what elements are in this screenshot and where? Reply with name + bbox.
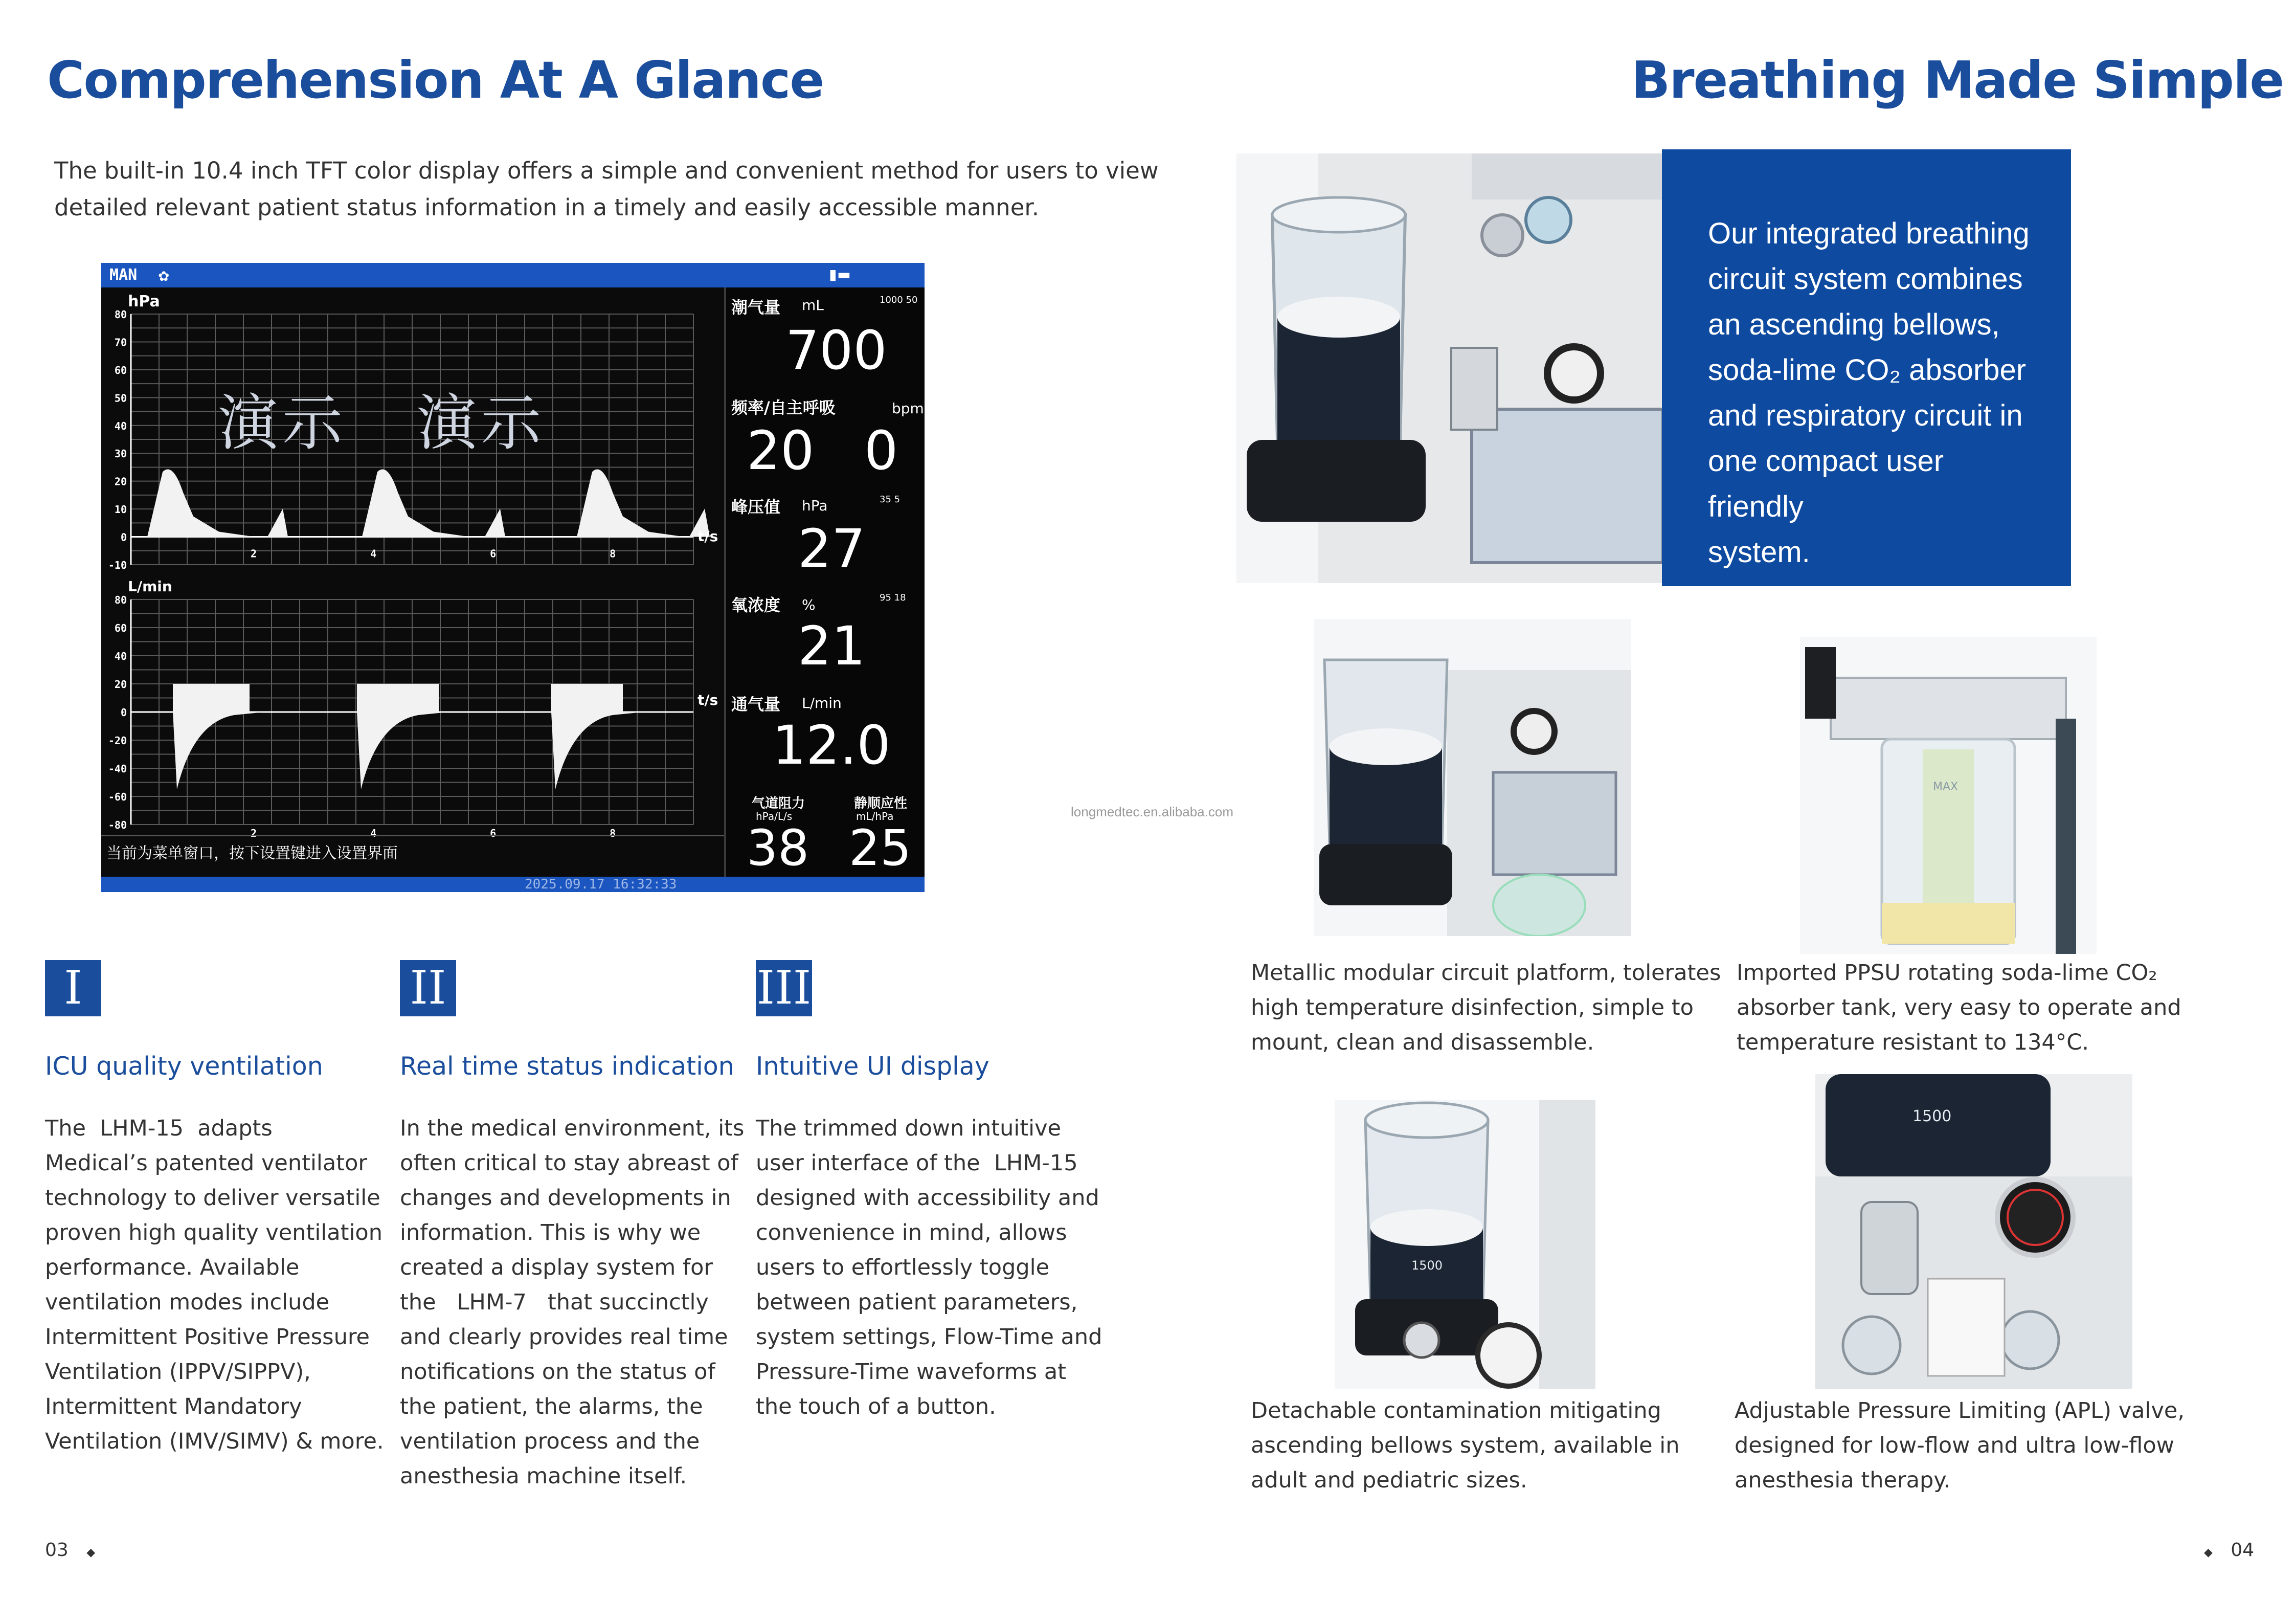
- intro-line: The built-in 10.4 inch TFT color display offers a simple and convenient method for users to view: [54, 157, 1159, 184]
- compliance-value: 25: [849, 819, 912, 877]
- absorber-tank-illustration: [1800, 637, 2097, 954]
- right-page-heading: Breathing Made Simple: [1631, 50, 2284, 110]
- compliance-label: 静顺应性: [854, 796, 908, 811]
- feature-line: ventilation modes include: [45, 1289, 330, 1315]
- time-axis-label: t/s: [697, 528, 718, 545]
- feature-line: ventilation process and the: [400, 1429, 700, 1454]
- resistance-unit: hPa/L/s: [756, 810, 793, 822]
- feature-line: often critical to stay abreast of: [400, 1150, 738, 1176]
- feature-title-ui: Intuitive UI display: [756, 1052, 989, 1081]
- box-line: soda-lime CO₂ absorber: [1708, 353, 2027, 387]
- left-page-heading: Comprehension At A Glance: [47, 50, 824, 110]
- feature-line: user interface of the LHM-15: [756, 1150, 1078, 1176]
- apl-valve-illustration: [1815, 1074, 2132, 1389]
- feature-line: the LHM-7 that succinctly: [400, 1289, 709, 1315]
- metallic-platform-illustration: [1314, 619, 1631, 936]
- apl-volume-label: 1500: [1912, 1107, 1952, 1125]
- page-number-left: [45, 1540, 95, 1561]
- pressure-waveform-breath: [147, 470, 255, 537]
- feature-line: the touch of a button.: [756, 1394, 996, 1419]
- box-line: and respiratory circuit in: [1708, 399, 2023, 432]
- peak-pressure-value: 27: [798, 518, 866, 580]
- caption-line: Imported PPSU rotating soda-lime CO₂: [1737, 960, 2157, 986]
- metallic-platform-photo: [1314, 619, 1631, 936]
- caption-line: designed for low-flow and ultra low-flow: [1735, 1433, 2174, 1458]
- flow-waveform-inspiration: [357, 684, 439, 712]
- caption-line: Metallic modular circuit platform, tolerates: [1251, 960, 1721, 986]
- time-tick-label: 4: [370, 827, 377, 839]
- caption-absorber-tank: [1737, 955, 2227, 1060]
- time-tick-label: 4: [370, 547, 377, 560]
- numeral-badge-2: II: [400, 960, 456, 1016]
- flow-waveform-inspiration: [173, 684, 250, 712]
- time-axis-label: t/s: [697, 692, 718, 708]
- caption-line: ascending bellows system, available in: [1251, 1433, 1680, 1458]
- feature-line: technology to deliver versatile: [45, 1185, 380, 1211]
- feature-title-icu: ICU quality ventilation: [45, 1052, 323, 1081]
- flow-waveform-expiration: [357, 712, 449, 789]
- feature-line: The trimmed down intuitive: [756, 1116, 1061, 1141]
- feature-body-ui: [756, 1111, 1124, 1424]
- monitor-bottom-bar: [101, 877, 925, 892]
- rate-value: 20: [747, 419, 815, 482]
- feature-line: performance. Available: [45, 1255, 300, 1280]
- rate-label: 频率/自主呼吸: [731, 398, 836, 417]
- feature-title-status: Real time status indication: [400, 1052, 734, 1081]
- tidal-volume-unit: mL: [802, 297, 824, 314]
- time-tick-label: 8: [610, 827, 616, 839]
- pressure-grid-tick-label: 40: [114, 419, 127, 432]
- time-tick-label: 2: [251, 547, 257, 560]
- monitor-top-bar: [101, 263, 925, 287]
- battery-icon: ▮▬: [827, 264, 850, 285]
- pressure-grid-tick-label: 60: [114, 364, 127, 376]
- pressure-grid-tick-label: 50: [114, 392, 127, 405]
- minute-volume-unit: L/min: [802, 695, 842, 711]
- pressure-grid-tick-label: 30: [114, 448, 127, 460]
- minute-volume-label: 通气量: [731, 695, 781, 714]
- pressure-unit: hPa: [128, 293, 160, 310]
- pressure-waveform-breath: [577, 470, 684, 537]
- feature-line: changes and developments in: [400, 1185, 731, 1211]
- absorber-tank-photo: [1800, 637, 2097, 954]
- pressure-grid-tick-label: -10: [108, 559, 127, 571]
- feature-body-icu: [45, 1111, 393, 1459]
- peak-pressure-label: 峰压值: [731, 497, 781, 517]
- feature-line: Pressure-Time waveforms at: [756, 1359, 1067, 1385]
- flow-grid-tick-label: 60: [114, 622, 127, 634]
- mode-indicator: MAN: [109, 266, 138, 284]
- breathing-system-illustration: [1236, 153, 1663, 583]
- pressure-waveform-breath: [362, 470, 469, 537]
- oxygen-value: 21: [798, 615, 866, 677]
- caption-line: temperature resistant to 134°C.: [1737, 1030, 2089, 1055]
- caption-line: anesthesia therapy.: [1735, 1467, 1951, 1493]
- flow-grid-tick-label: 40: [114, 650, 127, 662]
- time-tick-label: 6: [490, 547, 497, 560]
- pressure-grid-tick-label: 80: [114, 308, 127, 321]
- pressure-grid-tick-label: 70: [114, 336, 127, 349]
- caption-metallic-platform: [1251, 955, 1742, 1060]
- tidal-volume-label: 潮气量: [731, 298, 781, 317]
- time-tick-label: 2: [251, 827, 257, 839]
- feature-line: created a display system for: [400, 1255, 713, 1280]
- feature-line: Intermittent Positive Pressure: [45, 1324, 370, 1350]
- oxygen-unit: %: [802, 596, 816, 613]
- pressure-grid-tick-label: 10: [114, 503, 127, 516]
- ventilator-monitor-display: [101, 263, 925, 892]
- watermark: longmedtec.en.alibaba.com: [1071, 804, 1233, 819]
- box-line: an ascending bellows,: [1708, 308, 2000, 341]
- peak-pressure-limits: 35 5: [880, 494, 901, 505]
- flow-grid-tick-label: 0: [120, 706, 127, 719]
- bellows-illustration: [1335, 1100, 1595, 1389]
- numeral-badge-3: III: [756, 960, 812, 1016]
- flow-grid-tick-label: -40: [108, 763, 127, 775]
- flow-grid-tick-label: -60: [108, 791, 127, 803]
- waveform-area: [101, 287, 724, 877]
- caption-line: high temperature disinfection, simple to: [1251, 995, 1694, 1020]
- parameter-panel: [724, 287, 925, 877]
- bullet-dot: ◆: [86, 1546, 96, 1559]
- intro-paragraph: [54, 152, 1230, 226]
- pressure-grid-tick-label: 0: [120, 531, 127, 544]
- feature-line: and clearly provides real time: [400, 1324, 728, 1350]
- flow-grid-tick-label: -20: [108, 735, 127, 747]
- resistance-label: 气道阻力: [752, 796, 805, 811]
- breathing-system-photo: [1236, 153, 1663, 583]
- bellows-photo: [1335, 1100, 1595, 1389]
- page-number: 03: [45, 1540, 69, 1561]
- caption-line: Detachable contamination mitigating: [1251, 1398, 1661, 1423]
- flow-waveform-inspiration: [551, 684, 623, 712]
- flow-grid-tick-label: 80: [114, 594, 127, 606]
- page-number: 04: [2231, 1540, 2255, 1561]
- feature-line: the patient, the alarms, the: [400, 1394, 703, 1419]
- caption-line: adult and pediatric sizes.: [1251, 1467, 1527, 1493]
- feature-line: between patient parameters,: [756, 1289, 1078, 1315]
- caption-line: absorber tank, very easy to operate and: [1737, 995, 2181, 1020]
- time-tick-label: 6: [490, 827, 497, 839]
- flow-grid-tick-label: 20: [114, 678, 127, 691]
- breathing-info-box: [1662, 149, 2071, 586]
- lung-icon: ✿: [159, 265, 169, 285]
- oxygen-label: 氧浓度: [731, 595, 781, 615]
- feature-line: convenience in mind, allows: [756, 1220, 1067, 1245]
- oxygen-limits: 95 18: [880, 592, 906, 603]
- box-line: Our integrated breathing: [1708, 217, 2030, 250]
- flow-grid-tick-label: -80: [108, 819, 127, 831]
- monitor-status-message: 当前为菜单窗口，按下设置键进入设置界面: [101, 835, 724, 865]
- time-tick-label: 8: [610, 547, 616, 560]
- flow-unit: L/min: [128, 578, 172, 595]
- flow-waveform-expiration: [551, 712, 643, 789]
- feature-line: Ventilation (IMV/SIMV) & more.: [45, 1429, 384, 1454]
- feature-line: users to effortlessly toggle: [756, 1255, 1050, 1280]
- tank-max-label: MAX: [1933, 781, 1959, 793]
- box-line: system.: [1708, 536, 1810, 569]
- monitor-datetime: 2025.09.17 16:32:33: [525, 877, 677, 892]
- page-number-right: [2204, 1540, 2254, 1561]
- bullet-dot: ◆: [2204, 1546, 2213, 1559]
- feature-line: proven high quality ventilation: [45, 1220, 382, 1245]
- numeral-badge-1: I: [45, 960, 101, 1016]
- feature-line: anesthesia machine itself.: [400, 1463, 687, 1489]
- feature-line: Ventilation (IPPV/SIPPV),: [45, 1359, 311, 1385]
- box-line: circuit system combines: [1708, 262, 2023, 296]
- feature-line: system settings, Flow-Time and: [756, 1324, 1102, 1350]
- rate-unit: bpm: [892, 400, 924, 417]
- pressure-grid-tick-label: 20: [114, 475, 127, 488]
- spontaneous-rate-value: 0: [864, 419, 898, 482]
- peak-pressure-unit: hPa: [802, 497, 828, 514]
- feature-line: designed with accessibility and: [756, 1185, 1099, 1211]
- bellows-volume-label: 1500: [1411, 1258, 1443, 1273]
- feature-line: notifications on the status of: [400, 1359, 715, 1385]
- caption-apl-valve: [1735, 1393, 2236, 1498]
- demo-watermark-text: 演示 演示: [218, 388, 546, 458]
- caption-line: mount, clean and disassemble.: [1251, 1030, 1594, 1055]
- feature-line: The LHM-15 adapts: [45, 1116, 273, 1141]
- apl-valve-photo: [1815, 1074, 2132, 1389]
- feature-line: information. This is why we: [400, 1220, 701, 1245]
- resistance-value: 38: [747, 819, 809, 877]
- feature-line: Intermittent Mandatory: [45, 1394, 302, 1419]
- box-line: one compact user friendly: [1708, 444, 1944, 523]
- tidal-volume-value: 700: [785, 319, 887, 382]
- compliance-unit: mL/hPa: [856, 810, 894, 822]
- feature-line: Medical’s patented ventilator: [45, 1150, 368, 1176]
- feature-line: In the medical environment, its: [400, 1116, 745, 1141]
- caption-bellows: [1251, 1393, 1742, 1498]
- minute-volume-value: 12.0: [772, 714, 891, 776]
- caption-line: Adjustable Pressure Limiting (APL) valve,: [1735, 1398, 2185, 1423]
- intro-line: detailed relevant patient status information in a timely and easily accessible manner.: [54, 194, 1040, 221]
- tidal-volume-limits: 1000 50: [880, 295, 918, 305]
- feature-body-status: [400, 1111, 748, 1494]
